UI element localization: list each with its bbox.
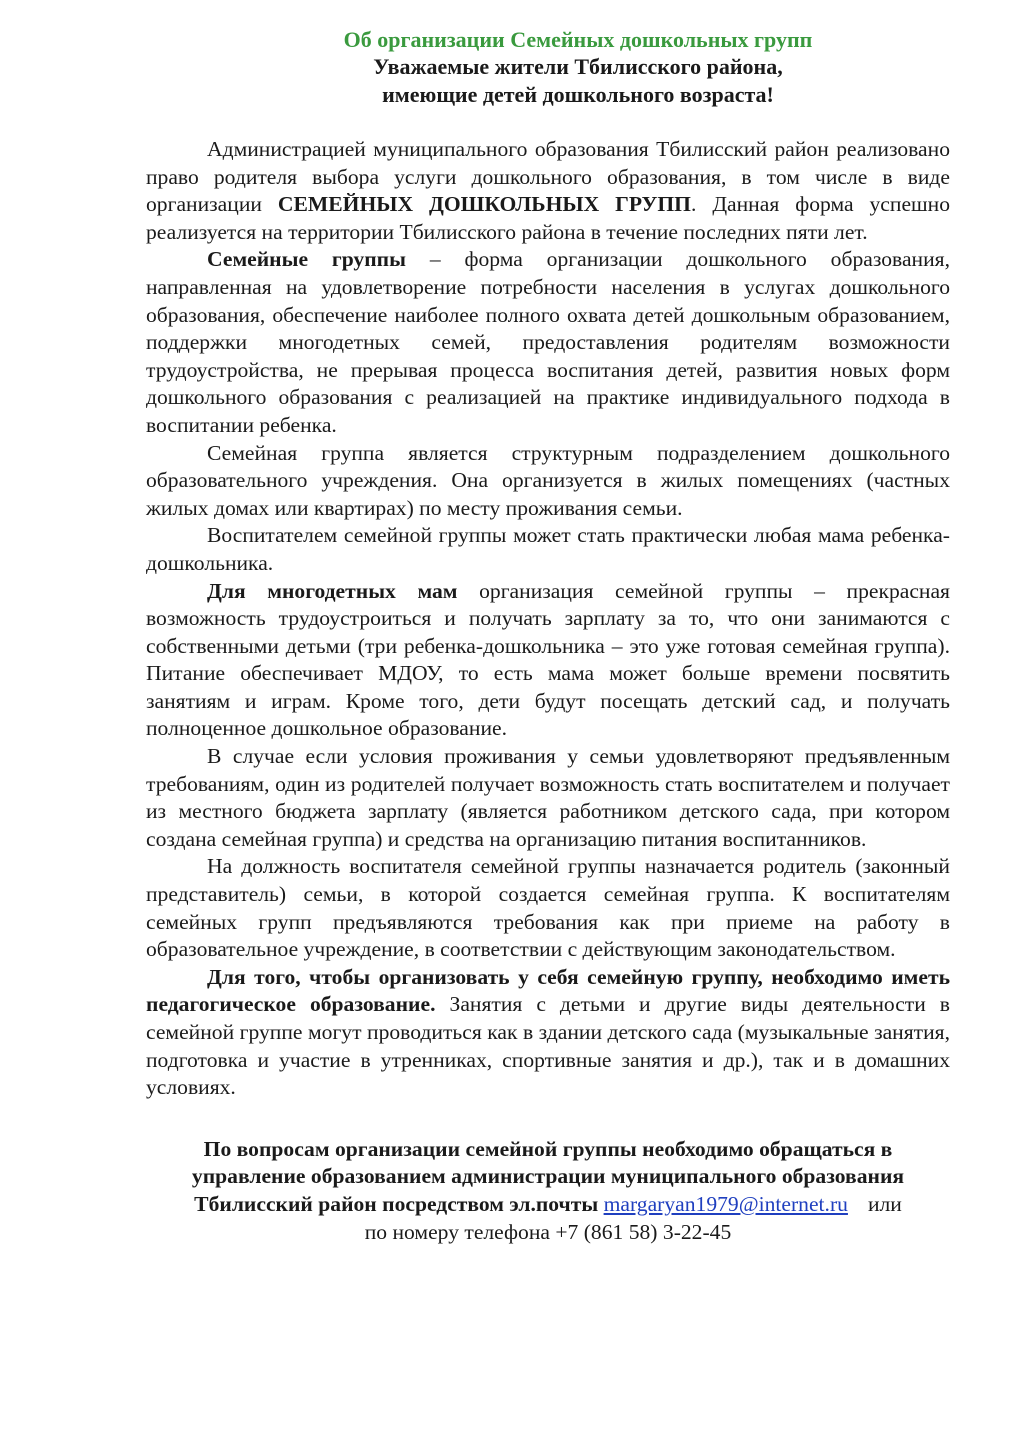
paragraph-8 xyxy=(146,964,950,1102)
paragraph-2-text: – форма организации дошкольного образования, направленная на удовлетворение потребности населения в услугах дошкольного образования, обеспечение наиболее полного охвата детей дошкольным образованием, поддержки многодетных семей, предоставления родителям возможности трудоустройства, не прерывая процесса воспитания детей, развития новых форм дошкольного образования с реализацией на практике индивидуального подхода в воспитании ребенка. xyxy=(146,247,950,437)
paragraph-1-bold: СЕМЕЙНЫХ ДОШКОЛЬНЫХ ГРУПП xyxy=(277,192,691,217)
email-link[interactable]: margaryan1979@internet.ru xyxy=(603,1191,848,1216)
paragraph-7: На должность воспитателя семейной группы назначается родитель (законный представитель) семьи, в которой создается семейная группа. К воспитателям семейных групп предъявляются требования как при приеме на работу в образовательное учреждение, в соответствии с действующим законодательством. xyxy=(146,854,950,962)
contact-text: По вопросам организации семейной группы необходимо обращаться в управление образованием администрации муниципального образования Тбилисский район посредством эл.почты xyxy=(191,1136,905,1216)
document-body xyxy=(146,136,950,1102)
or-text: или xyxy=(867,1191,902,1216)
document-title: Об организации Семейных дошкольных групп xyxy=(343,27,813,52)
phone-line: по номеру телефона +7 (861 58) 3-22-45 xyxy=(364,1219,732,1244)
paragraph-8-text: Занятия с детьми и другие виды деятельности в семейной группе могут проводиться как в здании детского сада (музыкальные занятия, подготовка и участие в утренниках, спортивные занятия и др.), так и в домашних условиях. xyxy=(146,992,951,1100)
paragraph-1 xyxy=(146,136,950,246)
paragraph-1-text-a: Администрацией муниципального образования Тбилисский район реализовано право родителя выбора услуги дошкольного образования, в том числе в виде организации xyxy=(146,137,950,217)
greeting-line-1: Уважаемые жители Тбилисского района, xyxy=(373,54,783,79)
paragraph-2-bold: Семейные группы xyxy=(207,247,406,272)
paragraph-5 xyxy=(146,578,950,744)
paragraph-1-text-b: . Данная форма успешно реализуется на территории Тбилисского района в течение последних пяти лет. xyxy=(146,192,951,244)
greeting-line-2: имеющие детей дошкольного возраста! xyxy=(382,82,774,107)
paragraph-4: Воспитателем семейной группы может стать практически любая мама ребенка-дошкольника. xyxy=(146,523,950,575)
paragraph-5-text: организация семейной группы – прекрасная возможность трудоустроиться и получать зарплату за то, что они занимаются с собственными детьми (три ребенка-дошкольника – это уже готовая семейная группа). Питание обеспечивает МДОУ, то есть мама может больше времени посвятить занятиям и играм. Кроме того, дети будут посещать детский сад, и получать полноценное дошкольное образование. xyxy=(146,578,950,741)
paragraph-5-bold: Для многодетных мам xyxy=(207,578,458,603)
contact-footer xyxy=(146,1136,950,1246)
document-page xyxy=(146,26,950,1246)
paragraph-6: В случае если условия проживания у семьи удовлетворяют предъявленным требованиям, один из родителей получает возможность стать воспитателем и получает из местного бюджета зарплату (является работником детского сада, при котором создана семейная группа) и средства на организацию питания воспитанников. xyxy=(146,744,950,851)
paragraph-8-bold: Для того, чтобы организовать у себя семейную группу, необходимо иметь педагогическое образование. xyxy=(146,964,950,1017)
paragraph-3: Семейная группа является структурным подразделением дошкольного образовательного учреждения. Она организуется в жилых помещениях (частных жилых домах или квартирах) по месту проживания семьи. xyxy=(146,440,950,520)
paragraph-2 xyxy=(146,246,950,439)
